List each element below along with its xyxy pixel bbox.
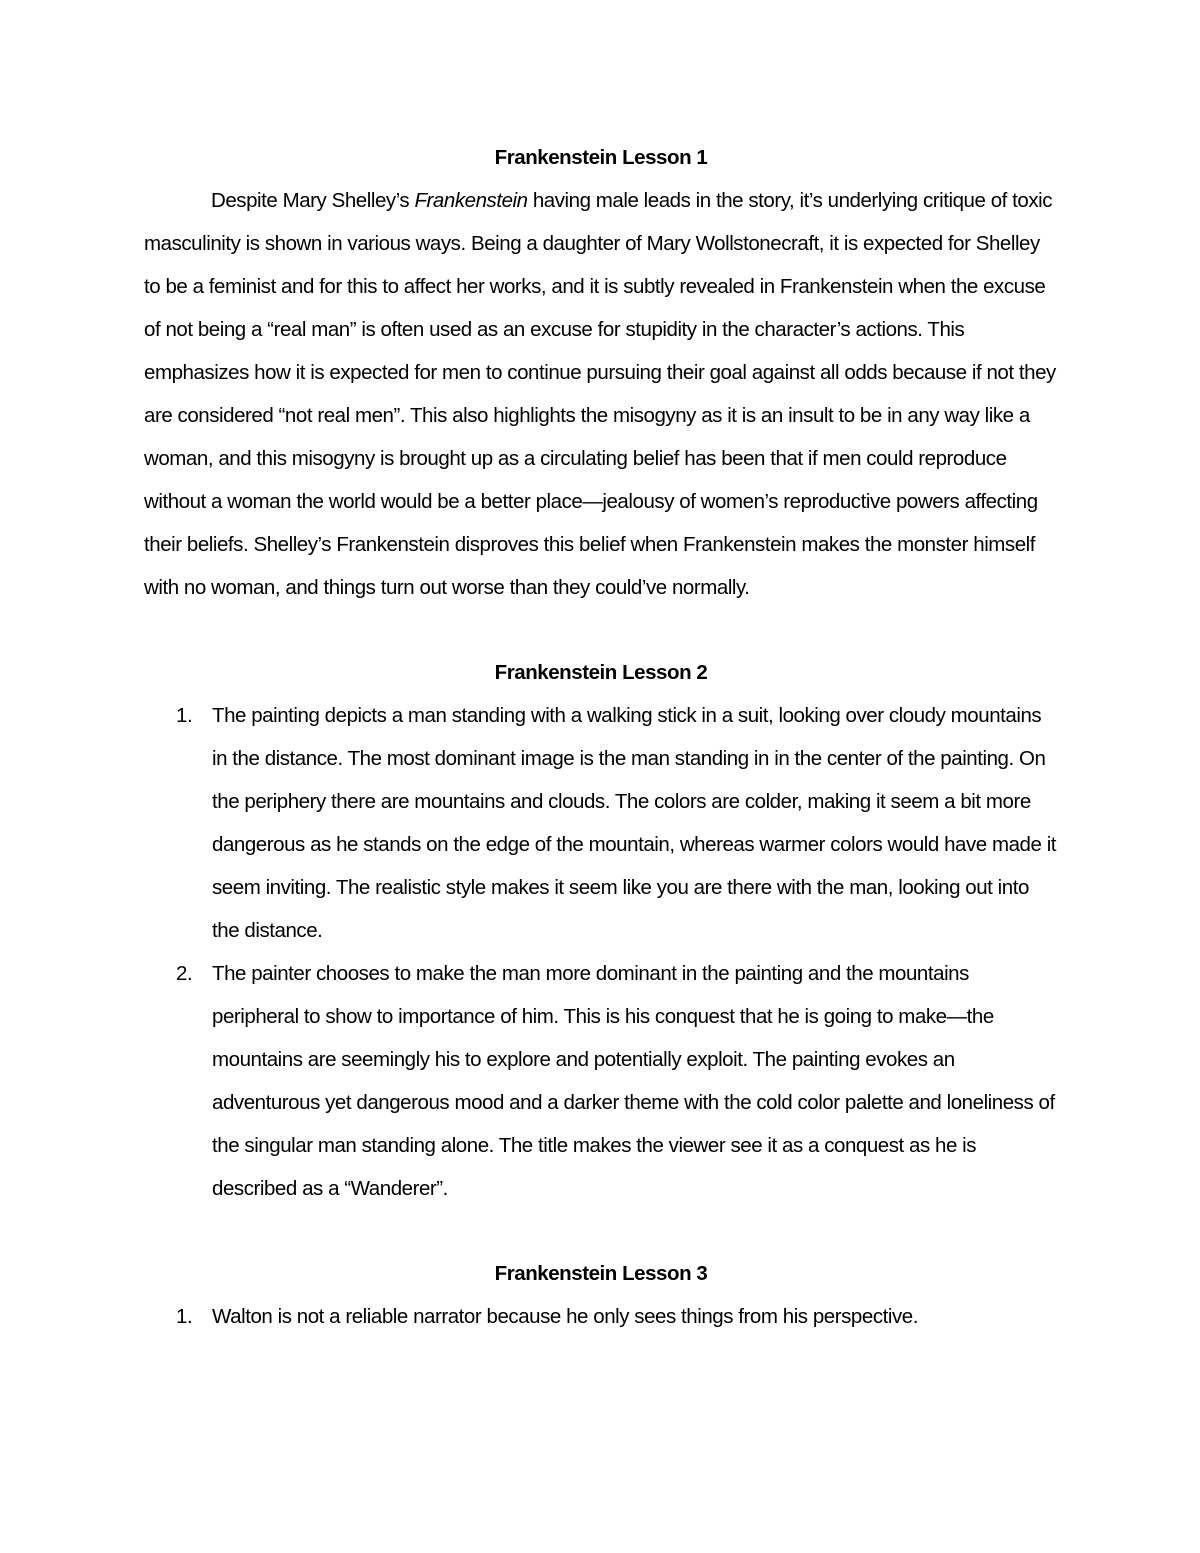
lesson-2-list: [144, 694, 1058, 1210]
lesson-1-heading: Frankenstein Lesson 1: [494, 146, 708, 169]
spacer: [144, 1210, 1058, 1252]
list-item: [144, 1295, 1058, 1338]
lesson-2-heading: Frankenstein Lesson 2: [494, 661, 708, 684]
document-page: [144, 136, 1058, 1338]
lesson-1-text-rest: having male leads in the story, it’s underlying critique of toxic masculinity is shown in various ways. Being a daughter of Mary Wollstonecraft, it is expected for Shelley to be a feminist and for this to affect her works, and it is subtly revealed in Frankenstein when the excuse of not being a “real man” is often used as an excuse for stupidity in the character’s actions. This emphasizes how it is expected for men to continue pursuing their goal against all odds because if not they are considered “not real men”. This also highlights the misogyny as it is an insult to be in any way like a woman, and this misogyny is brought up as a circulating belief has been that if men could reproduce without a woman the world would be a better place—jealousy of women’s reproductive powers affecting their beliefs. Shelley’s Frankenstein disproves this belief when Frankenstein makes the monster himself with no woman, and things turn out worse than they could’ve normally.: [144, 189, 1056, 599]
lesson-1-text-start: Despite Mary Shelley’s: [211, 189, 415, 212]
list-item-number: 2.: [176, 962, 193, 985]
list-item-text: The painter chooses to make the man more dominant in the painting and the mountains peripheral to show to importance of him. This is his conquest that he is going to make—the mountains are seemingly his to explore and potentially exploit. The painting evokes an adventurous yet dangerous mood and a darker theme with the cold color palette and loneliness of the singular man standing alone. The title makes the viewer see it as a conquest as he is described as a “Wanderer”.: [212, 962, 1055, 1200]
lesson-1-italic-title: Frankenstein: [414, 189, 528, 212]
lesson-1-paragraph: [144, 179, 1058, 609]
spacer: [144, 609, 1058, 651]
lesson-3-list: [144, 1295, 1058, 1338]
list-item-text: Walton is not a reliable narrator because he only sees things from his perspective.: [212, 1305, 918, 1328]
list-item-text: The painting depicts a man standing with a walking stick in a suit, looking over cloudy mountains in the distance. The most dominant image is the man standing in in the center of the painting. On the periphery there are mountains and clouds. The colors are colder, making it seem a bit more dangerous as he stands on the edge of the mountain, whereas warmer colors would have made it seem inviting. The realistic style makes it seem like you are there with the man, looking out into the distance.: [212, 704, 1057, 942]
list-item: [144, 952, 1058, 1210]
list-item: [144, 694, 1058, 952]
list-item-number: 1.: [176, 704, 193, 727]
lesson-3-heading: Frankenstein Lesson 3: [494, 1262, 708, 1285]
list-item-number: 1.: [176, 1305, 193, 1328]
